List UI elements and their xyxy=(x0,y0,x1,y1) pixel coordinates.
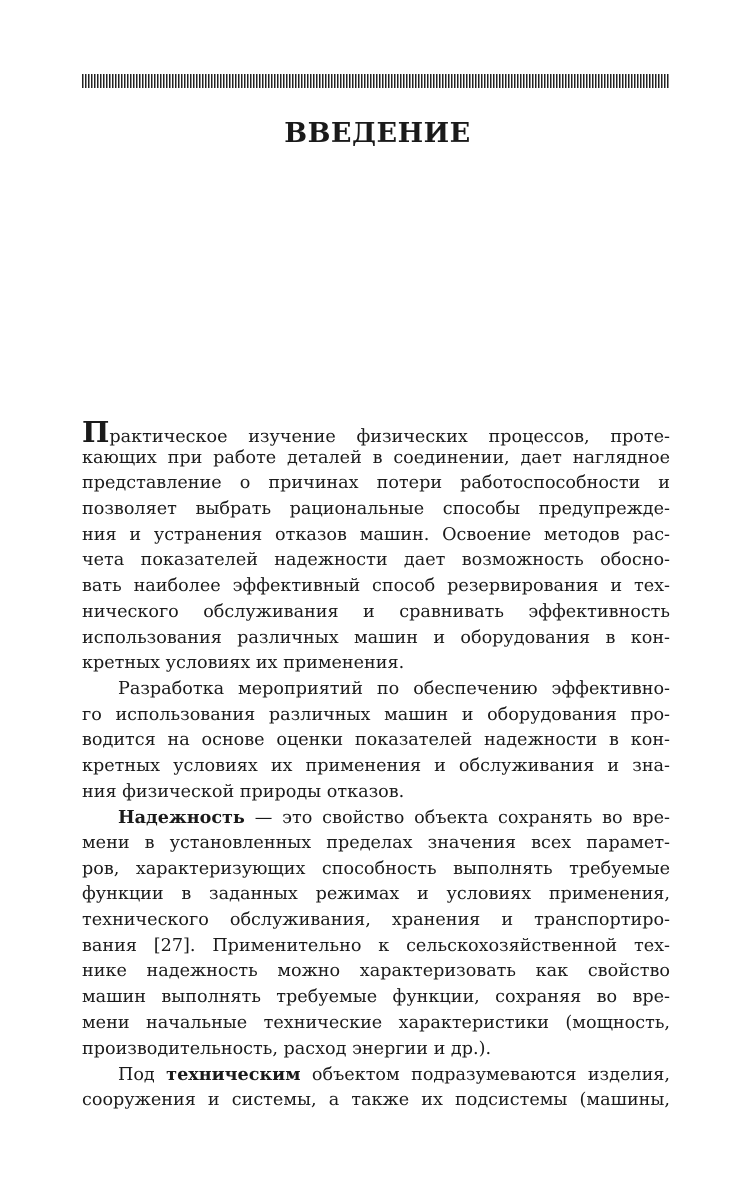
text-line: го использования различных машин и оборудования про- xyxy=(82,704,670,725)
text-line: Практическое изучение физических процессов, проте- xyxy=(82,415,670,449)
text-line: использования различных машин и оборудования в кон- xyxy=(82,627,670,648)
drop-cap: П xyxy=(82,415,110,449)
text-line: позволяет выбрать рациональные способы предупрежде- xyxy=(82,499,670,520)
text-line: машин выполнять требуемые функции, сохраняя во вре- xyxy=(82,987,670,1008)
text-line: чета показателей надежности дает возможность обосно- xyxy=(82,550,670,571)
text-line: кающих при работе деталей в соединении, дает наглядное xyxy=(82,447,670,468)
text-line: ния и устранения отказов машин. Освоение методов рас- xyxy=(82,524,670,545)
text-line: нического обслуживания и сравнивать эффективность xyxy=(82,601,670,622)
text-line: вать наиболее эффективный способ резервирования и тех- xyxy=(82,576,670,597)
text-line: водится на основе оценки показателей надежности в кон- xyxy=(82,730,670,751)
chapter-heading: ВВЕДЕНИЕ xyxy=(284,118,471,149)
term-reliability: Надежность xyxy=(118,807,245,829)
text-line: представление о причинах потери работоспособности и xyxy=(82,473,670,494)
text-line: ния физической природы отказов. xyxy=(82,781,405,802)
header-rule-bar xyxy=(82,74,670,88)
text-line: кретных условиях их применения и обслуживания и зна- xyxy=(82,755,670,776)
text-line: технического обслуживания, хранения и транспортиро- xyxy=(82,910,670,931)
body-text xyxy=(82,415,670,1114)
term-technical: техническим xyxy=(166,1064,301,1086)
text-line: Разработка мероприятий по обеспечению эффективно- xyxy=(118,678,670,699)
text-line: вания [27]. Применительно к сельскохозяйственной тех- xyxy=(82,935,670,956)
text-line: мени начальные технические характеристики (мощность, xyxy=(82,1012,670,1033)
text-line: кретных условиях их применения. xyxy=(82,653,405,674)
text-line: Под техническим объектом подразумеваются изделия, xyxy=(118,1064,670,1086)
text-line: мени в установленных пределах значения всех парамет- xyxy=(82,833,670,853)
text-line: функции в заданных режимах и условиях применения, xyxy=(82,884,670,905)
text-line: Надежность — это свойство объекта сохранять во вре- xyxy=(118,807,670,829)
text-line: производительность, расход энергии и др.). xyxy=(82,1038,492,1059)
text-line: нике надежность можно характеризовать как свойство xyxy=(82,961,670,982)
text-line: ров, характеризующих способность выполнять требуемые xyxy=(82,858,670,879)
text-line: сооружения и системы, а также их подсистемы (машины, xyxy=(82,1089,670,1110)
